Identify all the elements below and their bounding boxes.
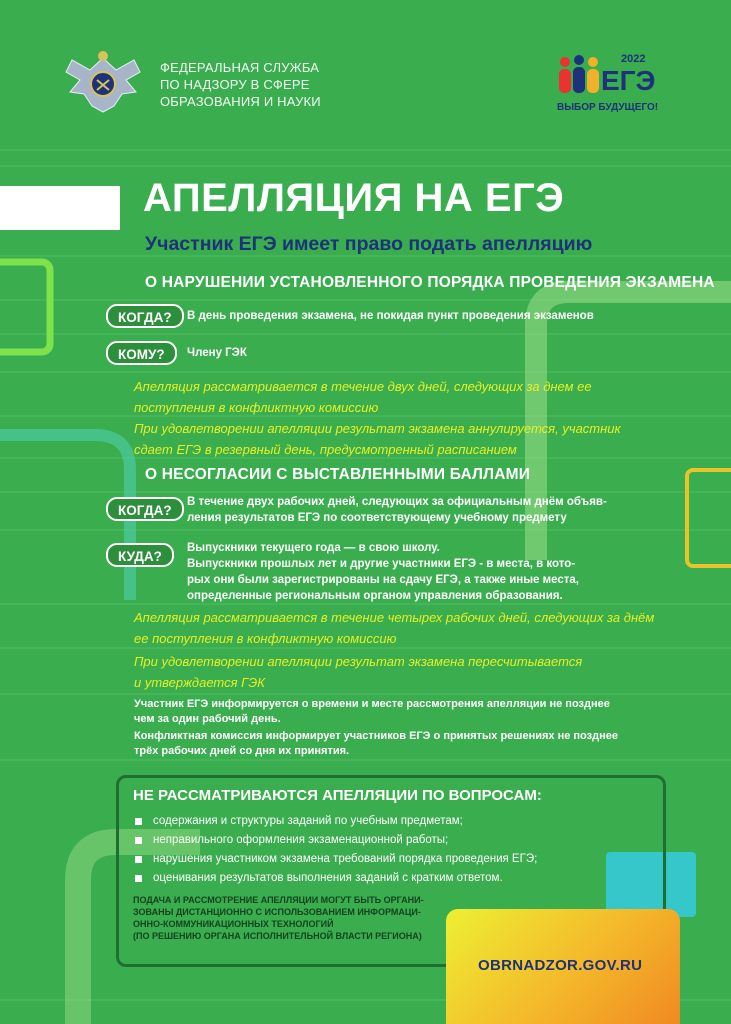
not-considered-list [133,812,537,888]
list-item: оценивания результатов выполнения заданий с кратким ответом. [133,869,537,888]
text-line: ее поступления в конфликтную комиссию [134,631,397,646]
text-line: При удовлетворении апелляции результат экзамена пересчитывается [134,654,583,669]
where-text [187,540,579,604]
agency-name [160,59,321,110]
section2-heading: О НЕСОГЛАСИИ С ВЫСТАВЛЕННЫМИ БАЛЛАМИ [145,466,531,483]
where-label: КУДА? [106,543,174,567]
list-item: нарушения участником экзамена требований порядка проведения ЕГЭ; [133,850,537,869]
info-note-1 [134,697,610,727]
ege-year: 2022 [621,53,646,65]
page-subtitle: Участник ЕГЭ имеет право подать апелляцию [145,233,593,255]
section1-outcome-note [134,418,621,460]
text-line: Конфликтная комиссия информирует участников ЕГЭ о принятых решениях не позднее [134,730,618,742]
whom-label: КОМУ? [106,341,177,365]
section1-review-note [134,376,592,418]
list-item: содержания и структуры заданий по учебным предметам; [133,812,537,831]
text-line: ОННО-КОММУНИКАЦИОННЫХ ТЕХНОЛОГИЙ [133,919,334,929]
not-considered-title: НЕ РАССМАТРИВАЮТСЯ АПЕЛЛЯЦИИ ПО ВОПРОСАМ: [133,787,542,804]
section2-outcome-note [134,651,582,693]
text-line: В течение двух рабочих дней, следующих за официальным днём объяв- [187,496,607,508]
gradient-frame-right [687,470,731,566]
section1-heading: О НАРУШЕНИИ УСТАНОВЛЕННОГО ПОРЯДКА ПРОВЕДЕНИЯ ЭКЗАМЕНА [145,274,715,291]
text-line: ЗОВАНЫ ДИСТАНЦИОННО С ИСПОЛЬЗОВАНИЕМ ИНФОРМАЦИ- [133,907,421,917]
ege-slogan: ВЫБОР БУДУЩЕГО! [557,102,659,113]
remote-submission-note [133,894,424,942]
text-line: чем за один рабочий день. [134,713,281,725]
whom-text: Члену ГЭК [187,347,247,359]
title-accent-bar [0,186,120,230]
text-line: поступления в конфликтную комиссию [134,400,379,415]
text-line: сдает ЕГЭ в резервный день, предусмотренный расписанием [134,442,517,457]
page-title: АПЕЛЛЯЦИЯ НА ЕГЭ [143,176,565,220]
text-line: При удовлетворении апелляции результат экзамена аннулируется, участник [134,421,621,436]
when-text-2 [187,494,607,526]
text-line: (ПО РЕШЕНИЮ ОРГАНА ИСПОЛНИТЕЛЬНОЙ ВЛАСТИ РЕГИОНА) [133,931,422,941]
text-line: рых они были зарегистрированы на сдачу ЕГЭ, а также иные места, [187,574,579,586]
when-label-1: КОГДА? [106,304,184,328]
lime-frame-left [0,262,50,352]
text-line: трёх рабочих дней со дня их принятия. [134,745,350,757]
ege-logo [555,50,667,114]
text-line: Апелляция рассматривается в течение двух дней, следующих за днем ее [134,379,592,394]
text-line: Апелляция рассматривается в течение четырех рабочих дней, следующих за днём [134,610,655,625]
when-label-2: КОГДА? [106,497,184,521]
section2-review-note [134,607,654,649]
when-text-1: В день проведения экзамена, не покидая пункт проведения экзаменов [187,310,594,322]
site-link[interactable]: OBRNADZOR.GOV.RU [478,957,643,974]
text-line: Участник ЕГЭ информируется о времени и месте рассмотрения апелляции не позднее [134,698,610,710]
text-line: Выпускники прошлых лет и другие участники ЕГЭ - в места, в кото- [187,558,576,570]
info-note-2 [134,729,618,759]
text-line: ления результатов ЕГЭ по соответствующему учебному предмету [187,512,567,524]
text-line: Выпускники текущего года — в свою школу. [187,542,440,554]
text-line: и утверждается ГЭК [134,675,265,690]
rosobrnadzor-emblem [62,50,144,118]
agency-line: ФЕДЕРАЛЬНАЯ СЛУЖБА [160,60,320,75]
agency-line: ПО НАДЗОРУ В СФЕРЕ [160,77,310,92]
agency-line: ОБРАЗОВАНИЯ И НАУКИ [160,94,321,109]
list-item: неправильного оформления экзаменационной работы; [133,831,537,850]
text-line: ПОДАЧА И РАССМОТРЕНИЕ АПЕЛЛЯЦИИ МОГУТ БЫТЬ ОРГАНИ- [133,895,424,905]
ege-word: ЕГЭ [601,65,656,96]
text-line: определенные региональным органом управления образования. [187,590,563,602]
